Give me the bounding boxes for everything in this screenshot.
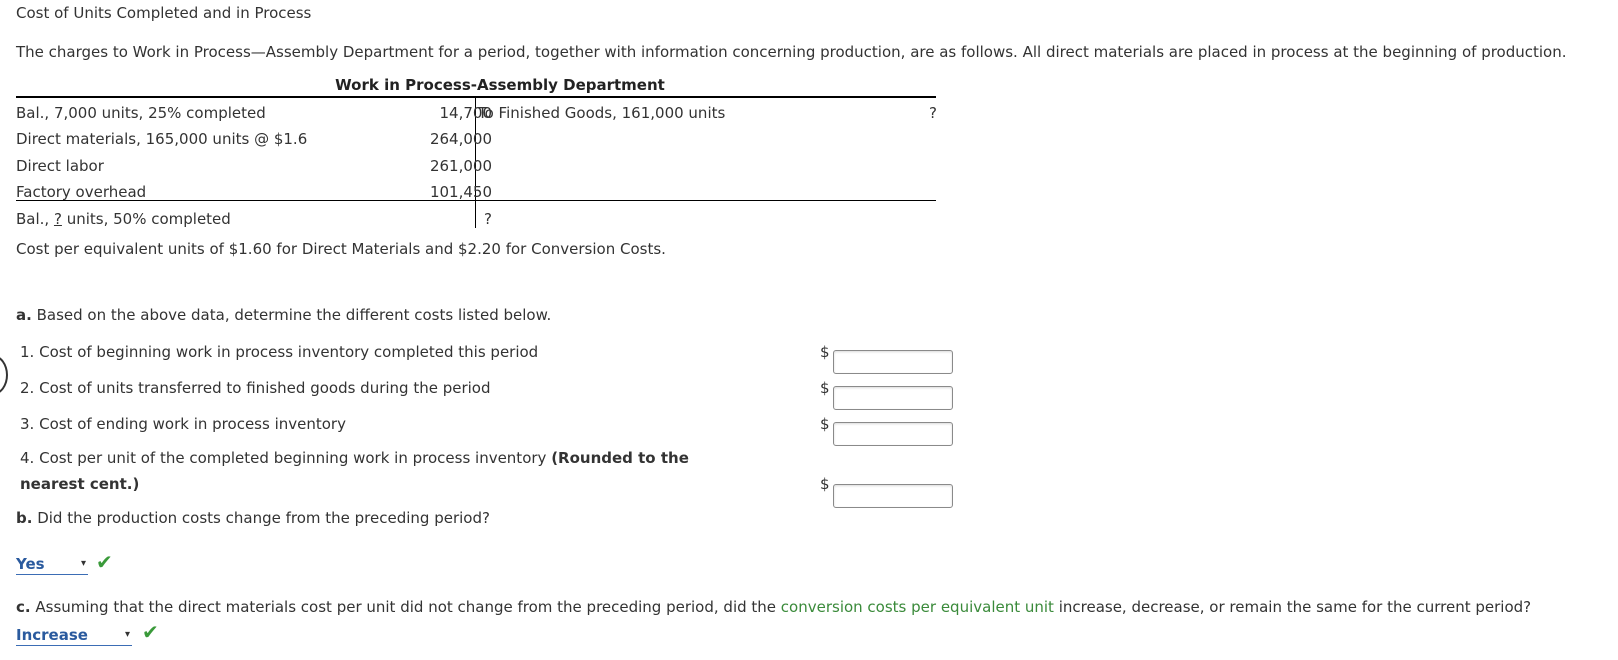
part-c-prompt (16, 598, 1531, 616)
part-b-prompt (16, 509, 490, 527)
currency-symbol: $ (820, 475, 830, 493)
ending-balance-prefix: Bal., (16, 210, 54, 228)
ending-balance-suffix: units, 50% completed (61, 210, 231, 228)
question-4 (20, 449, 689, 467)
part-a-prompt (16, 306, 551, 324)
t-account-title: Work in Process-Assembly Department (335, 76, 665, 94)
part-a-letter: a. (16, 306, 32, 324)
answer-input-1[interactable] (833, 350, 953, 374)
question-3 (20, 415, 346, 433)
question-number: 3. (20, 415, 35, 433)
currency-symbol: $ (820, 379, 830, 397)
answer-input-3[interactable] (833, 422, 953, 446)
currency-symbol: $ (820, 415, 830, 433)
rounding-note-continued: nearest cent.) (20, 475, 140, 493)
question-2 (20, 379, 491, 397)
part-b-letter: b. (16, 509, 33, 527)
debit-amount: 261,000 (429, 157, 492, 175)
answer-input-2[interactable] (833, 386, 953, 410)
question-text: Cost of ending work in process inventory (39, 415, 346, 433)
check-icon: ✔ (96, 550, 113, 574)
rounding-note: (Rounded to the (551, 449, 689, 467)
debit-label: Direct labor (16, 157, 104, 175)
currency-symbol: $ (820, 343, 830, 361)
question-1 (20, 343, 538, 361)
question-number: 2. (20, 379, 35, 397)
check-icon: ✔ (142, 620, 159, 644)
debit-label: Bal., 7,000 units, 25% completed (16, 104, 266, 122)
problem-intro: The charges to Work in Process—Assembly Department for a period, together with information concerning production, are as follows. All direct materials are placed in process at the beginning of production. (16, 43, 1567, 61)
part-c-text: Assuming that the direct materials cost per unit did not change from the preceding period, did the (35, 598, 781, 616)
question-text: Cost per unit of the completed beginning work in process inventory (39, 449, 547, 467)
ending-balance-amount: ? (484, 210, 492, 228)
ending-balance-units: ? (53, 210, 62, 228)
glossary-link[interactable]: conversion costs per equivalent unit (780, 598, 1054, 616)
credit-amount: ? (929, 104, 937, 122)
debit-amount: 101,450 (429, 183, 492, 201)
question-number: 4. (20, 449, 35, 467)
part-c-text-end: increase, decrease, or remain the same for the current period? (1053, 598, 1532, 616)
part-a-text: Based on the above data, determine the different costs listed below. (36, 306, 552, 324)
chevron-down-icon: ▾ (80, 558, 86, 569)
side-marker (0, 355, 8, 395)
question-text: Cost of beginning work in process inventory completed this period (39, 343, 539, 361)
debit-amount: 264,000 (429, 130, 492, 148)
debit-label: Factory overhead (16, 183, 147, 201)
part-c-dropdown[interactable] (16, 625, 132, 646)
question-number: 1. (20, 343, 35, 361)
credit-label: To Finished Goods, 161,000 units (478, 104, 726, 122)
debit-amount: 14,700 (439, 104, 492, 122)
answer-input-4[interactable] (833, 484, 953, 508)
part-b-selected: Yes (16, 555, 45, 573)
question-text: Cost of units transferred to finished goods during the period (39, 379, 491, 397)
part-c-selected: Increase (16, 626, 88, 644)
page-title: Cost of Units Completed and in Process (16, 4, 312, 22)
part-b-text: Did the production costs change from the preceding period? (37, 509, 490, 527)
part-b-dropdown[interactable] (16, 554, 88, 575)
debit-label: Direct materials, 165,000 units @ $1.6 (16, 130, 308, 148)
ending-balance-label (16, 210, 231, 228)
t-account-top-rule (16, 96, 936, 98)
chevron-down-icon: ▾ (124, 629, 130, 640)
cost-note: Cost per equivalent units of $1.60 for Direct Materials and $2.20 for Conversion Costs. (16, 240, 666, 258)
part-c-letter: c. (16, 598, 31, 616)
